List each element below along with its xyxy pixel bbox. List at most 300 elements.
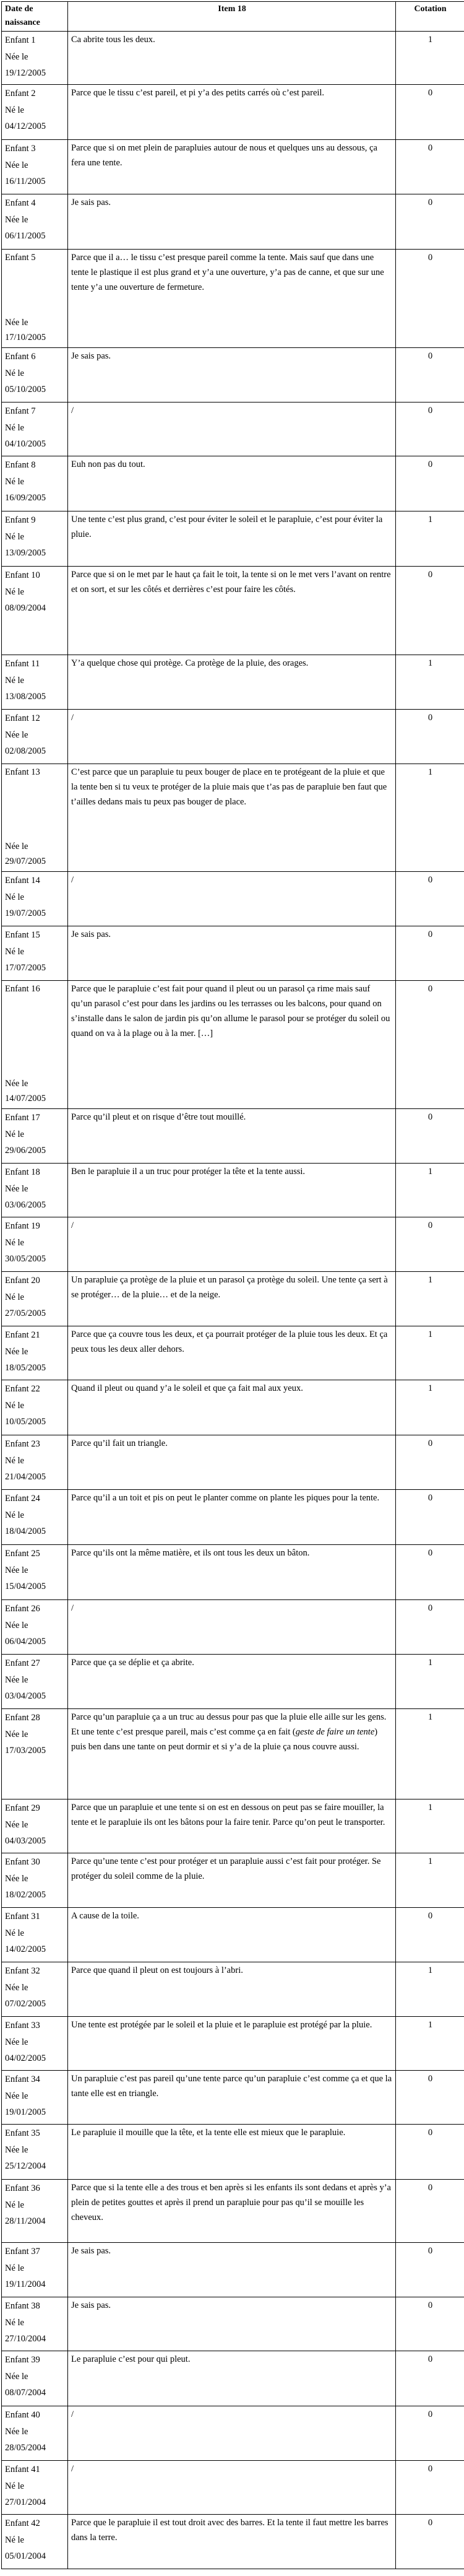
child-label: Enfant 34: [5, 2074, 40, 2084]
child-label: Enfant 32: [5, 1966, 40, 1976]
child-cell: [2, 85, 68, 140]
child-label: Enfant 40: [5, 2410, 40, 2420]
response-cell: Je sais pas.: [68, 2297, 396, 2351]
child-label: Enfant 10: [5, 570, 40, 580]
born-label: Née le: [5, 215, 28, 225]
birth-date: 05/10/2005: [5, 385, 46, 394]
response-cell: Parce que si la tente elle a des trous et ben après si les enfants ils sont dedans et après y’a plein de petites gouttes et après il prend un parapluie pour pas qu’il se mouille les cheveux.: [68, 2180, 396, 2243]
child-cell: [2, 1380, 68, 1435]
born-label: Née le: [5, 1983, 28, 1993]
child-cell: [2, 1799, 68, 1853]
born-label: Née le: [5, 1347, 28, 1357]
score-cell: 1: [396, 1853, 464, 1908]
child-cell: [2, 981, 68, 1109]
birth-date: 18/05/2005: [5, 1363, 46, 1373]
born-label: Née le: [5, 1621, 28, 1630]
response-text: ) puis ben dans une tante on peut dormir et si y’a de la pluie ça nous couvre aussi.: [71, 1727, 378, 1752]
table-row: [2, 655, 464, 710]
birth-date: 18/02/2005: [5, 1890, 46, 1900]
table-row: [2, 1600, 464, 1655]
birth-date: 03/04/2005: [5, 1691, 46, 1701]
child-cell: [2, 2406, 68, 2461]
child-cell: [2, 2297, 68, 2351]
child-cell: [2, 1109, 68, 1164]
table-row: [2, 1109, 464, 1164]
birth-date: 04/10/2005: [5, 439, 46, 449]
score-cell: 1: [396, 764, 464, 872]
response-cell: C’est parce que un parapluie tu peux bouger de place en te protégeant de la pluie et que la tente ben si tu veux te protéger de la pluie mais que t’as pas de parapluie ben faut que t’ailles dedans mais tu peux pas bouger de place.: [68, 764, 396, 872]
response-cell: Un parapluie c’est pas pareil qu’une tente parce qu’un parapluie c’est comme ça et que la tante elle est en triangle.: [68, 2071, 396, 2125]
response-cell: Parce que le parapluie il est tout droit avec des barres. Et la tente il faut mettre les barres dans la terre.: [68, 2515, 396, 2569]
child-label: Enfant 11: [5, 659, 40, 669]
table-row: [2, 1326, 464, 1380]
child-label: Enfant 1: [5, 35, 36, 45]
child-label: Enfant 37: [5, 2247, 40, 2256]
table-row: [2, 2406, 464, 2461]
born-label: Née le: [5, 1675, 28, 1685]
born-label: Né le: [5, 892, 24, 902]
child-cell: [2, 1962, 68, 2017]
table-row: [2, 1908, 464, 1962]
born-label: Née le: [5, 730, 28, 740]
score-cell: 0: [396, 2071, 464, 2125]
child-cell: [2, 1326, 68, 1380]
table-row: [2, 2125, 464, 2180]
born-label: Né le: [5, 105, 24, 115]
child-cell: [2, 1853, 68, 1908]
score-cell: 0: [396, 1600, 464, 1655]
score-cell: 0: [396, 2406, 464, 2461]
birth-date: 30/05/2005: [5, 1254, 46, 1264]
born-label: Né le: [5, 2535, 24, 2545]
child-label: Enfant 29: [5, 1803, 40, 1813]
born-label: Né le: [5, 368, 24, 378]
response-cell: Parce que le parapluie c’est fait pour quand il pleut ou un parasol ça rime mais sauf qu’un parasol c’est pour dans les jardins ou les terrasses ou les balcons, pour quand on s’installe dans le salon de jardin pis qu’on allume le parasol pour se protéger du soleil ou quand on va à la plage ou à la mer. […]: [68, 981, 396, 1109]
score-cell: 1: [396, 1326, 464, 1380]
score-cell: 1: [396, 1799, 464, 1853]
table-body: [2, 32, 464, 2569]
birth-date: 19/01/2005: [5, 2107, 46, 2117]
child-label: Enfant 26: [5, 1604, 40, 1614]
response-cell: Ca abrite tous les deux.: [68, 32, 396, 85]
table-row: [2, 32, 464, 85]
birth-date: 29/07/2005: [5, 856, 46, 866]
born-label: Née le: [5, 1079, 28, 1089]
response-cell: /: [68, 1217, 396, 1272]
score-cell: 0: [396, 194, 464, 250]
child-label: Enfant 4: [5, 198, 36, 208]
child-cell: [2, 1272, 68, 1326]
table-row: [2, 140, 464, 194]
child-cell: [2, 1709, 68, 1799]
child-label: Enfant 18: [5, 1167, 40, 1177]
born-label: Né le: [5, 676, 24, 685]
child-cell: [2, 456, 68, 511]
born-label: Née le: [5, 1730, 28, 1739]
gesture-note: geste de faire un tente: [295, 1727, 375, 1737]
response-cell: Parce que le tissu c’est pareil, et pi y’a des petits carrés où c’est pareil.: [68, 85, 396, 140]
birth-date: 19/07/2005: [5, 908, 46, 918]
score-cell: 0: [396, 1908, 464, 1962]
child-label: Enfant 38: [5, 2301, 40, 2311]
table-row: [2, 1435, 464, 1490]
born-label: Née le: [5, 842, 28, 851]
score-cell: 0: [396, 567, 464, 655]
child-label: Enfant 33: [5, 2021, 40, 2030]
child-cell: [2, 140, 68, 194]
header-row: [2, 2, 464, 32]
score-cell: 0: [396, 250, 464, 348]
birth-date: 14/02/2005: [5, 1944, 46, 1954]
table-row: [2, 348, 464, 402]
born-label: Né le: [5, 423, 24, 433]
birth-date: 27/01/2004: [5, 2497, 46, 2507]
table-row: [2, 1217, 464, 1272]
score-cell: 0: [396, 2351, 464, 2406]
birth-date: 13/08/2005: [5, 692, 46, 702]
child-label: Enfant 22: [5, 1384, 40, 1394]
response-cell: Je sais pas.: [68, 348, 396, 402]
response-cell: Ben le parapluie il a un truc pour protéger la tête et la tente aussi.: [68, 1164, 396, 1217]
table-row: [2, 2071, 464, 2125]
born-label: Né le: [5, 587, 24, 597]
born-label: Né le: [5, 1129, 24, 1139]
response-cell: Euh non pas du tout.: [68, 456, 396, 511]
child-cell: [2, 1217, 68, 1272]
table-row: [2, 1545, 464, 1600]
response-cell: Parce que si on le met par le haut ça fait le toit, la tente si on le met vers l’avant on rentre et on sort, et sur les côtés et derrières c’est pour faire les côtés.: [68, 567, 396, 655]
table-row: [2, 2297, 464, 2351]
birth-date: 17/07/2005: [5, 963, 46, 973]
response-cell: Parce que ça se déplie et ça abrite.: [68, 1655, 396, 1709]
child-label: Enfant 9: [5, 515, 36, 525]
child-label: Enfant 28: [5, 1713, 40, 1723]
birth-date: 28/05/2004: [5, 2443, 46, 2453]
birth-date: 18/04/2005: [5, 1526, 46, 1536]
child-cell: [2, 511, 68, 567]
born-label: Née le: [5, 2037, 28, 2047]
response-cell: Je sais pas.: [68, 194, 396, 250]
score-cell: 0: [396, 2297, 464, 2351]
child-cell: [2, 402, 68, 456]
score-cell: 0: [396, 1109, 464, 1164]
birth-date: 04/12/2005: [5, 121, 46, 131]
birth-date: 07/02/2005: [5, 1999, 46, 2009]
score-cell: 0: [396, 2180, 464, 2243]
child-cell: [2, 1435, 68, 1490]
birth-date: 17/10/2005: [5, 333, 46, 342]
child-label: Enfant 39: [5, 2355, 40, 2365]
response-cell: Parce qu’il pleut et on risque d’être tout mouillé.: [68, 1109, 396, 1164]
score-cell: 0: [396, 2243, 464, 2297]
table-row: [2, 926, 464, 981]
child-cell: [2, 2125, 68, 2180]
responses-table: [1, 1, 464, 2569]
header-birth-date: Date de naissance: [2, 2, 68, 32]
score-cell: 1: [396, 1709, 464, 1799]
score-cell: 1: [396, 2017, 464, 2071]
score-cell: 0: [396, 140, 464, 194]
header-score: Cotation: [396, 2, 464, 32]
table-row: [2, 1490, 464, 1545]
table-row: [2, 1380, 464, 1435]
response-cell: Parce qu’il a un toit et pis on peut le planter comme on plante les piques pour la tente.: [68, 1490, 396, 1545]
table-row: [2, 567, 464, 655]
response-cell: Quand il pleut ou quand y’a le soleil et que ça fait mal aux yeux.: [68, 1380, 396, 1435]
child-label: Enfant 23: [5, 1439, 40, 1449]
born-label: Née le: [5, 1184, 28, 1194]
score-cell: 0: [396, 402, 464, 456]
child-cell: [2, 348, 68, 402]
born-label: Né le: [5, 532, 24, 542]
table-row: [2, 194, 464, 250]
child-cell: [2, 32, 68, 85]
response-cell: Parce que ça couvre tous les deux, et ça pourrait protéger de la pluie tous les deux. Et ça peux tous les deux aller dehors.: [68, 1326, 396, 1380]
child-cell: [2, 1490, 68, 1545]
birth-date: 21/04/2005: [5, 1472, 46, 1482]
child-label: Enfant 20: [5, 1276, 40, 1286]
child-cell: [2, 872, 68, 926]
birth-date: 19/11/2004: [5, 2279, 46, 2289]
response-cell: /: [68, 872, 396, 926]
child-label: Enfant 8: [5, 460, 36, 470]
table-row: [2, 402, 464, 456]
score-cell: 1: [396, 511, 464, 567]
response-cell: Parce qu’ils ont la même matière, et ils ont tous les deux un bâton.: [68, 1545, 396, 1600]
birth-date: 27/10/2004: [5, 2334, 46, 2344]
birth-date: 10/05/2005: [5, 1417, 46, 1427]
birth-date: 05/01/2004: [5, 2551, 46, 2561]
child-cell: [2, 2180, 68, 2243]
child-cell: [2, 2017, 68, 2071]
table-row: [2, 1962, 464, 2017]
score-cell: 1: [396, 1380, 464, 1435]
response-cell: /: [68, 2461, 396, 2515]
score-cell: 0: [396, 710, 464, 764]
score-cell: 1: [396, 1164, 464, 1217]
response-cell: Parce que quand il pleut on est toujours à l’abri.: [68, 1962, 396, 2017]
score-cell: 1: [396, 1272, 464, 1326]
birth-date: 03/06/2005: [5, 1200, 46, 1210]
born-label: Née le: [5, 318, 28, 328]
table-row: [2, 2351, 464, 2406]
born-label: Né le: [5, 1401, 24, 1411]
score-cell: 1: [396, 1655, 464, 1709]
child-cell: [2, 1908, 68, 1962]
child-label: Enfant 15: [5, 930, 40, 940]
response-cell: Je sais pas.: [68, 2243, 396, 2297]
table-row: [2, 85, 464, 140]
child-label: Enfant 31: [5, 1912, 40, 1921]
child-cell: [2, 2515, 68, 2569]
score-cell: 0: [396, 456, 464, 511]
child-label: Enfant 7: [5, 406, 36, 416]
child-label: Enfant 17: [5, 1113, 40, 1123]
response-cell: Parce qu’il fait un triangle.: [68, 1435, 396, 1490]
score-cell: 0: [396, 348, 464, 402]
response-cell: Y’a quelque chose qui protège. Ca protège de la pluie, des orages.: [68, 655, 396, 710]
birth-date: 19/12/2005: [5, 68, 46, 78]
table-row: [2, 511, 464, 567]
birth-date: 13/09/2005: [5, 548, 46, 558]
born-label: Née le: [5, 2427, 28, 2437]
child-cell: [2, 2243, 68, 2297]
born-label: Née le: [5, 2372, 28, 2382]
birth-date: 02/08/2005: [5, 746, 46, 756]
score-cell: 0: [396, 2515, 464, 2569]
child-cell: [2, 1655, 68, 1709]
born-label: Née le: [5, 1565, 28, 1575]
child-cell: [2, 250, 68, 348]
birth-date: 29/06/2005: [5, 1146, 46, 1155]
header-item: Item 18: [68, 2, 396, 32]
born-label: Née le: [5, 1874, 28, 1884]
response-cell: Je sais pas.: [68, 926, 396, 981]
birth-date: 08/09/2004: [5, 603, 46, 613]
table-row: [2, 2515, 464, 2569]
child-cell: [2, 1600, 68, 1655]
response-cell: Une tente est protégée par le soleil et la pluie et le parapluie est protégé par la pluie.: [68, 2017, 396, 2071]
table-row: [2, 710, 464, 764]
table-row: [2, 872, 464, 926]
born-label: Née le: [5, 2091, 28, 2101]
table-row: [2, 981, 464, 1109]
child-label: Enfant 12: [5, 713, 40, 723]
birth-date: 16/11/2005: [5, 176, 46, 186]
child-cell: [2, 655, 68, 710]
birth-date: 06/11/2005: [5, 231, 46, 241]
response-cell: /: [68, 402, 396, 456]
birth-date: 04/02/2005: [5, 2053, 46, 2063]
table-row: [2, 1709, 464, 1799]
child-label: Enfant 16: [5, 984, 40, 994]
score-cell: 0: [396, 926, 464, 981]
response-cell: Parce qu’une tente c’est pour protéger et un parapluie aussi c’est fait pour protéger. Se protéger du soleil comme de la pluie.: [68, 1853, 396, 1908]
born-label: Né le: [5, 1456, 24, 1466]
child-cell: [2, 1164, 68, 1217]
birth-date: 17/03/2005: [5, 1746, 46, 1756]
score-cell: 0: [396, 1217, 464, 1272]
child-label: Enfant 42: [5, 2518, 40, 2528]
birth-date: 14/07/2005: [5, 1094, 46, 1103]
response-cell: Parce que un parapluie et une tente si on est en dessous on peut pas se faire mouiller, la tente et le parapluie ils ont les bâtons pour la faire tenir. Parce qu’on peut le transporter.: [68, 1799, 396, 1853]
score-cell: 0: [396, 2125, 464, 2180]
child-label: Enfant 6: [5, 352, 36, 362]
child-cell: [2, 764, 68, 872]
child-label: Enfant 5: [5, 253, 36, 263]
child-label: Enfant 13: [5, 767, 40, 777]
response-cell: Parce que il a… le tissu c’est presque pareil comme la tente. Mais sauf que dans une tente le plastique il est plus grand et y’a une ouverture, y’a pas de canne, et que sur une tente y’a une ouverture de fermeture.: [68, 250, 396, 348]
score-cell: 0: [396, 85, 464, 140]
table-row: [2, 2017, 464, 2071]
child-cell: [2, 194, 68, 250]
child-cell: [2, 2071, 68, 2125]
score-cell: 0: [396, 1545, 464, 1600]
born-label: Née le: [5, 52, 28, 62]
score-cell: 0: [396, 1490, 464, 1545]
child-label: Enfant 3: [5, 144, 36, 154]
child-label: Enfant 36: [5, 2183, 40, 2193]
born-label: Née le: [5, 2145, 28, 2155]
score-cell: 0: [396, 2461, 464, 2515]
born-label: Née le: [5, 160, 28, 170]
score-cell: 1: [396, 655, 464, 710]
response-cell: Une tente c’est plus grand, c’est pour éviter le soleil et le parapluie, c’est pour éviter la pluie.: [68, 511, 396, 567]
response-cell: Un parapluie ça protège de la pluie et un parasol ça protège du soleil. Une tente ça sert à se protéger… de la pluie… et de la neige.: [68, 1272, 396, 1326]
score-cell: 1: [396, 32, 464, 85]
birth-date: 06/04/2005: [5, 1637, 46, 1647]
table-row: [2, 2180, 464, 2243]
child-cell: [2, 2461, 68, 2515]
score-cell: 0: [396, 872, 464, 926]
born-label: Né le: [5, 477, 24, 487]
child-label: Enfant 27: [5, 1658, 40, 1668]
table-row: [2, 1272, 464, 1326]
born-label: Né le: [5, 2263, 24, 2273]
response-cell: Parce que si on met plein de parapluies autour de nous et quelques uns au dessous, ça fera une tente.: [68, 140, 396, 194]
born-label: Né le: [5, 1510, 24, 1520]
child-cell: [2, 567, 68, 655]
birth-date: 28/11/2004: [5, 2216, 46, 2226]
birth-date: 08/07/2004: [5, 2388, 46, 2398]
born-label: Née le: [5, 1820, 28, 1830]
table-row: [2, 250, 464, 348]
response-cell: Le parapluie il mouille que la tête, et la tente elle est mieux que le parapluie.: [68, 2125, 396, 2180]
child-label: Enfant 41: [5, 2465, 40, 2474]
table-row: [2, 1655, 464, 1709]
response-cell: /: [68, 2406, 396, 2461]
birth-date: 15/04/2005: [5, 1582, 46, 1591]
birth-date: 16/09/2005: [5, 493, 46, 503]
response-text: Parce qu’un parapluie ça a un truc au dessus pour pas que la pluie elle aille sur les gens. Et une tente c’est presque pareil, mais c’est comme ça en fait (: [71, 1712, 387, 1737]
score-cell: 0: [396, 1435, 464, 1490]
child-label: Enfant 21: [5, 1330, 40, 1340]
born-label: Né le: [5, 947, 24, 957]
child-cell: [2, 926, 68, 981]
score-cell: 1: [396, 1962, 464, 2017]
child-cell: [2, 2351, 68, 2406]
born-label: Né le: [5, 2200, 24, 2210]
born-label: Né le: [5, 1238, 24, 1248]
response-cell: /: [68, 710, 396, 764]
table-row: [2, 764, 464, 872]
child-label: Enfant 19: [5, 1221, 40, 1231]
response-cell: [68, 1709, 396, 1799]
table-row: [2, 1853, 464, 1908]
table-row: [2, 1164, 464, 1217]
child-label: Enfant 24: [5, 1494, 40, 1503]
child-cell: [2, 1545, 68, 1600]
born-label: Né le: [5, 2318, 24, 2328]
child-label: Enfant 25: [5, 1549, 40, 1559]
response-cell: A cause de la toile.: [68, 1908, 396, 1962]
table-row: [2, 2243, 464, 2297]
child-cell: [2, 710, 68, 764]
birth-date: 04/03/2005: [5, 1836, 46, 1846]
response-cell: Le parapluie c’est pour qui pleut.: [68, 2351, 396, 2406]
score-cell: 0: [396, 981, 464, 1109]
child-label: Enfant 2: [5, 89, 36, 98]
child-label: Enfant 14: [5, 876, 40, 886]
child-label: Enfant 35: [5, 2128, 40, 2138]
response-cell: /: [68, 1600, 396, 1655]
table-row: [2, 2461, 464, 2515]
born-label: Né le: [5, 2481, 24, 2491]
birth-date: 27/05/2005: [5, 1308, 46, 1318]
birth-date: 25/12/2004: [5, 2161, 46, 2171]
table-row: [2, 1799, 464, 1853]
table-row: [2, 456, 464, 511]
